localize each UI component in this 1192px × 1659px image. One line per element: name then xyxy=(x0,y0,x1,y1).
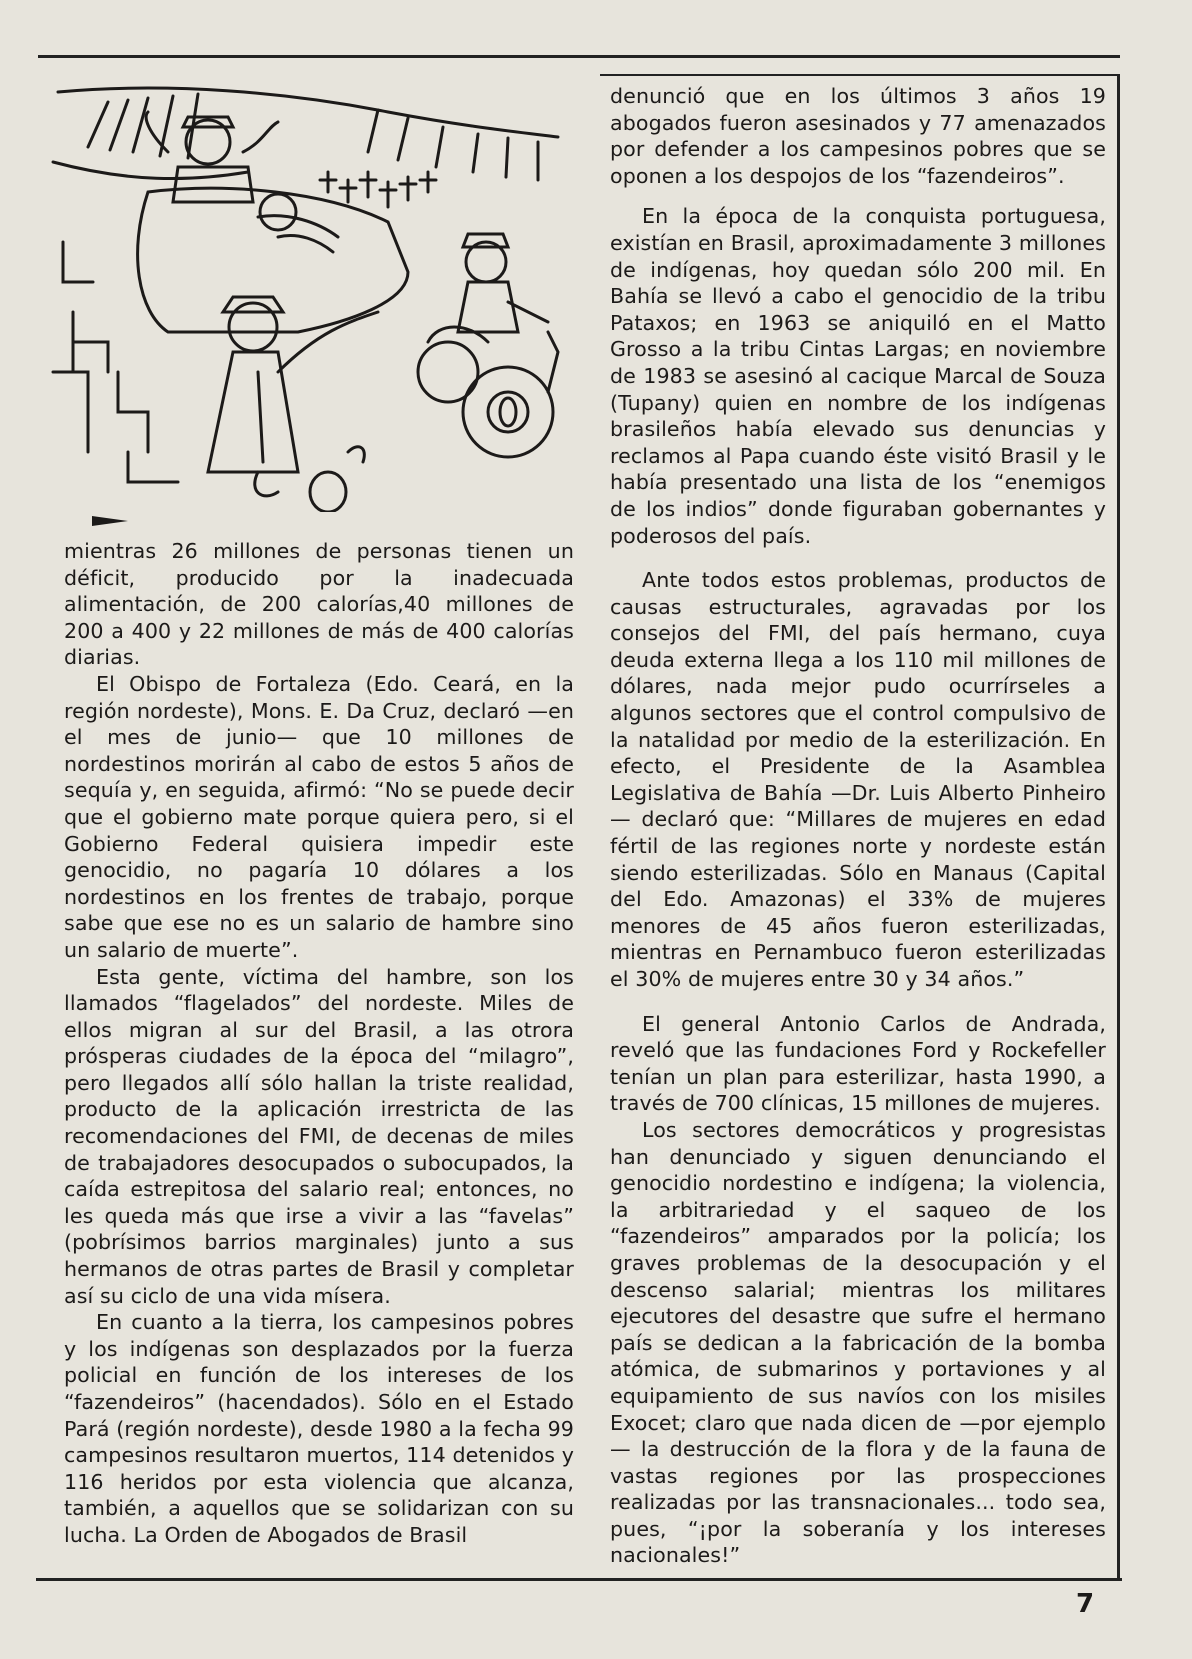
top-rule xyxy=(38,55,1120,58)
paragraph: El general Antonio Carlos de Andrada, reveló que las fundaciones Ford y Rockefeller tenían un plan para esterilizar, hasta 1990, a través de 700 clínicas, 15 millones de mujeres. xyxy=(610,1011,1106,1116)
paragraph: En la época de la conquista portuguesa, existían en Brasil, aproximadamente 3 millones de indígenas, hoy quedan sólo 200 mil. En Bahía se llevó a cabo el genocidio de la tribu Pataxos; en 1963 se aniquiló en el Matto Grosso a la tribu Cintas Largas; en noviembre de 1983 se asesinó al cacique Marcal de Souza (Tupany) quien en nombre de los indígenas brasileños había elevado sus denuncias y reclamos al Papa cuando éste visitó Brasil y le había presentado una lista de los “enemigos de los indios” donde figuraban gobernantes y poderosos del país. xyxy=(610,204,1106,548)
left-column xyxy=(64,538,574,1549)
political-cartoon-illustration xyxy=(48,72,603,512)
bottom-rule xyxy=(36,1578,1122,1581)
right-box-rule xyxy=(1117,74,1120,1578)
right-column xyxy=(610,83,1106,1569)
page-number: 7 xyxy=(1076,1589,1095,1619)
paragraph: denunció que en los últimos 3 años 19 abogados fueron asesinados y 77 amenazados por defender a los campesinos pobres que se oponen a los despojos de los “fazendeiros”. xyxy=(610,84,1106,188)
arrow-icon xyxy=(92,514,128,528)
paragraph: Esta gente, víctima del hambre, son los llamados “flagelados” del nordeste. Miles de ellos migran al sur del Brasil, a las otrora prósperas ciudades de la época del “milagro”, pero llegados allí sólo hallan la triste realidad, producto de la aplicación irrestricta de las recomendaciones del FMI, de decenas de miles de trabajadores desocupados o subocupados, la caída estrepitosa del salario real; entonces, no les queda más que irse a vivir a las “favelas” (pobrísimos barrios marginales) junto a sus hermanos de otras partes de Brasil y completar así su ciclo de una vida mísera. xyxy=(64,964,574,1308)
paragraph: En cuanto a la tierra, los campesinos pobres y los indígenas son desplazados por la fuerza policial en función de los intereses de los “fazendeiros” (hacendados). Sólo en el Estado Pará (región nordeste), desde 1980 a la fecha 99 campesinos resultaron muertos, 114 detenidos y 116 heridos por esta violencia que alcanza, también, a aquellos que se solidarizan con su lucha. La Orden de Abogados de Brasil xyxy=(64,1310,574,1547)
paragraph: Ante todos estos problemas, productos de causas estructurales, agravadas por los consejos del FMI, del país hermano, cuya deuda externa llega a los 110 mil millones de dólares, nada mejor pudo ocurrírseles a algunos sectores que el control compulsivo de la natalidad por medio de la esterilización. En efecto, el Presidente de la Asamblea Legislativa de Bahía —Dr. Luis Alberto Pinheiro— declaró que: “Millares de mujeres en edad fértil de las regiones norte y nordeste están siendo esterilizadas. Sólo en Manaus (Capital del Edo. Amazonas) el 33% de mujeres menores de 45 años fueron esterilizadas, mientras en Pernambuco fueron esterilizadas el 30% de mujeres entre 30 y 34 años.” xyxy=(610,568,1106,991)
right-box-top-rule xyxy=(600,74,1120,76)
paragraph: Los sectores democráticos y progresistas han denunciado y siguen denunciando el genocidio nordestino e indígena; la violencia, la arbitrariedad y el saqueo de los “fazendeiros” amparados por la policía; los graves problemas de la desocupación y el descenso salarial; mientras los militares ejecutores del desastre que sufre el hermano país se dedican a la fabricación de la bomba atómica, de submarinos y portaviones y al equipamiento de sus navíos con los misiles Exocet; claro que nada dicen de —por ejemplo— la destrucción de la flora y de la fauna de vastas regiones por las prospecciones realizadas por las transnacionales... todo sea, pues, “¡por la soberanía y los intereses nacionales!” xyxy=(610,1117,1106,1568)
paragraph: El Obispo de Fortaleza (Edo. Ceará, en la región nordeste), Mons. E. Da Cruz, declaró —en el mes de junio— que 10 millones de nordestinos morirán al cabo de estos 5 años de sequía y, en seguida, afirmó: “No se puede decir que el gobierno mate porque quiera pero, si el Gobierno Federal quisiera impedir este genocidio, no pagaría 10 dólares a los nordestinos en los frentes de trabajo, porque sabe que ese no es un salario de hambre sino un salario de muerte”. xyxy=(64,671,574,962)
paragraph: mientras 26 millones de personas tienen un déficit, producido por la inadecuada alimentación, de 200 calorías,40 millones de 200 a 400 y 22 millones de más de 400 calorías diarias. xyxy=(64,539,574,670)
